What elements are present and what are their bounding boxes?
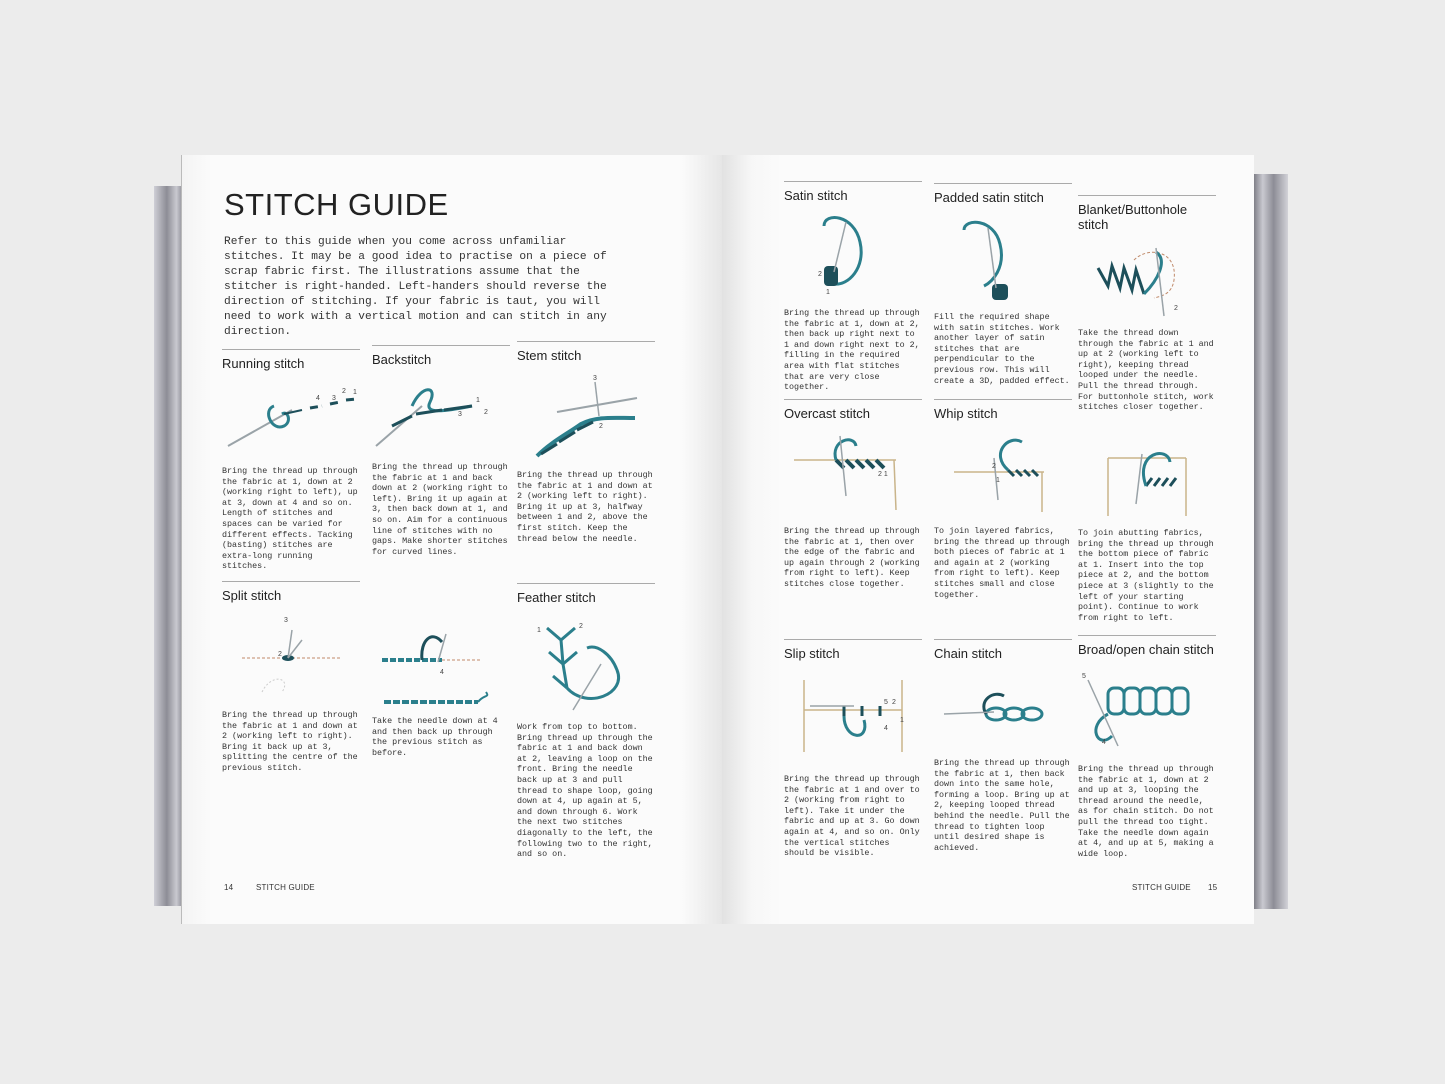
- stitch-description: Bring the thread up through the fabric at 1 and back down at 2 (working right to left). Bring it up again at 3, then back down at 1, and so on. Aim for a continuous line of stitches with no gaps. Make shorter stitches for curved lines.: [372, 462, 508, 557]
- left-page: [182, 155, 722, 924]
- section-rule: [1078, 195, 1216, 196]
- svg-text:2: 2: [892, 699, 896, 706]
- svg-text:1: 1: [826, 289, 830, 296]
- section-rule: [372, 345, 510, 346]
- svg-text:5: 5: [884, 699, 888, 706]
- split-stitch-illustration: [222, 612, 360, 702]
- svg-text:4: 4: [1102, 739, 1106, 746]
- section-rule: [222, 581, 360, 582]
- stitch-name: Split stitch: [222, 588, 282, 603]
- page-number: 14: [224, 883, 234, 892]
- stitch-description: To join abutting fabrics, bring the thread up through the bottom piece of fabric at 1. Insert into the top piece at 2, and the bottom piece at 3 (slightly to the left of your starting point). Continue to work from right to left.: [1078, 528, 1214, 623]
- stitch-name: [1078, 408, 1216, 424]
- svg-text:3: 3: [332, 395, 336, 402]
- right-page: [722, 155, 1254, 924]
- stem-stitch-illustration: [517, 372, 655, 462]
- svg-text:2: 2: [818, 271, 822, 278]
- stitch-name: Padded satin stitch: [934, 190, 1044, 205]
- stitch-description: To join layered fabrics, bring the thread up through both pieces of fabric at 1 and again at 2 (working from right to left). Keep stitches small and close together.: [934, 526, 1070, 600]
- svg-text:2: 2: [1174, 305, 1178, 312]
- svg-text:4: 4: [884, 725, 888, 732]
- svg-text:3: 3: [458, 411, 462, 418]
- stitch-name: Whip stitch: [934, 406, 998, 421]
- svg-text:1: 1: [476, 397, 480, 404]
- svg-text:2: 2: [992, 463, 996, 470]
- svg-text:2: 2: [579, 623, 583, 630]
- svg-text:1: 1: [353, 389, 357, 396]
- stitch-description: Bring the thread up through the fabric at 1, then back down into the same hole, forming a loop. Bring up at 2, keeping looped thread behind the needle. Pull the thread to tighten loop until desired shape is achieved.: [934, 758, 1070, 853]
- stitch-description: Take the needle down at 4 and then back up through the previous stitch as before.: [372, 716, 498, 758]
- stitch-slip: [784, 639, 922, 859]
- section-rule: [934, 183, 1072, 184]
- section-rule: [934, 639, 1072, 640]
- stitch-description: Bring the thread up through the fabric at 1 and down at 2 (working left to right). Bring it up at 3, halfway between 1 and 2, above the first stitch. Keep the thread below the needle.: [517, 470, 653, 544]
- stitch-description: Work from top to bottom. Bring thread up through the fabric at 1 and back down at 2, leaving a loop on the front. Bring the needle back up at 3 and pull thread to shape loop, going down at 4, up again at 5, and down through 6. Work the next two stitches diagonally to the left, the following two to the right, and so on.: [517, 722, 653, 860]
- stitch-name: Running stitch: [222, 356, 305, 371]
- stitch-name: Stem stitch: [517, 348, 582, 363]
- whip-stitch-illustration: [934, 430, 1072, 518]
- running-title: STITCH GUIDE: [1132, 883, 1191, 892]
- svg-text:2: 2: [342, 388, 346, 395]
- stitch-description: Bring the thread up through the fabric at 1 and over to 2 (working from right to left). Take it under the fabric and up at 3. Go down again at 4, and so on. Only the vertical stitches should be visible.: [784, 774, 920, 859]
- satin-stitch-illustration: [784, 212, 922, 300]
- stitch-description: Bring the thread up through the fabric at 1 and down at 2 (working left to right). Bring it back up at 3, splitting the centre of the previous stitch.: [222, 710, 358, 773]
- stitch-name: Blanket/Buttonhole stitch: [1078, 202, 1188, 232]
- feather-stitch-illustration: [517, 614, 655, 714]
- running-title: STITCH GUIDE: [256, 883, 315, 892]
- stitch-name: Broad/open chain stitch: [1078, 642, 1214, 657]
- section-rule: [517, 583, 655, 584]
- svg-text:3: 3: [593, 375, 597, 382]
- section-rule: [784, 399, 922, 400]
- padded-satin-stitch-illustration: [934, 214, 1072, 304]
- stitch-name: Satin stitch: [784, 188, 848, 203]
- stitch-split-continued: [372, 581, 510, 758]
- broad-chain-stitch-illustration: [1078, 666, 1216, 756]
- stitch-split: [222, 581, 360, 774]
- svg-text:2: 2: [599, 423, 603, 430]
- overcast-stitch-illustration: [784, 430, 922, 518]
- stitch-description: Bring the thread up through the fabric at 1, down at 2 and up at 3, looping the thread around the needle, as for chain stitch. Do not pull the thread too tight. Take the needle down again at 4, and up at 5, making a wide loop.: [1078, 764, 1214, 859]
- svg-text:2: 2: [278, 651, 282, 658]
- svg-text:5: 5: [1082, 673, 1086, 680]
- chain-stitch-illustration: [934, 670, 1072, 750]
- stitch-name: Slip stitch: [784, 646, 840, 661]
- stitch-chain: [934, 639, 1072, 853]
- section-rule: [1078, 635, 1216, 636]
- section-rule: [222, 349, 360, 350]
- backstitch-illustration: [372, 376, 510, 454]
- stitch-description: Take the thread down through the fabric at 1 and up at 2 (working left to right), keeping thread looped under the needle. Pull the thread through. For buttonhole stitch, work stitches closer together.: [1078, 328, 1214, 413]
- stitch-running: [222, 349, 360, 572]
- section-rule: [517, 341, 655, 342]
- stitch-padded-satin: [934, 183, 1072, 386]
- section-rule: [784, 639, 922, 640]
- stitch-description: Fill the required shape with satin stitches. Work another layer of satin stitches that are perpendicular to the previous row. This will create a 3D, padded effect.: [934, 312, 1070, 386]
- stitch-satin: [784, 181, 922, 393]
- stitch-whip: [934, 399, 1072, 600]
- stitch-blanket: [1078, 195, 1216, 413]
- section-rule: [784, 181, 922, 182]
- svg-text:4: 4: [316, 395, 320, 402]
- svg-text:3: 3: [284, 617, 288, 624]
- stitch-overcast: [784, 399, 922, 590]
- slip-stitch-illustration: [784, 670, 922, 766]
- section-rule: [934, 399, 1072, 400]
- running-stitch-illustration: [222, 380, 360, 458]
- stitch-name: [372, 588, 510, 604]
- stitch-description: Bring the thread up through the fabric at 1, then over the edge of the fabric and up again through 2 (working from right to left). Keep stitches close together.: [784, 526, 920, 589]
- page-number: 15: [1208, 883, 1218, 892]
- svg-text:1: 1: [996, 477, 1000, 484]
- stitch-name: Chain stitch: [934, 646, 1002, 661]
- svg-text:2 1: 2 1: [878, 471, 888, 478]
- svg-text:2: 2: [484, 409, 488, 416]
- stitch-broad-open-chain: [1078, 635, 1216, 859]
- stitch-whip-continued: [1078, 401, 1216, 623]
- blanket-stitch-illustration: [1078, 240, 1216, 320]
- intro-paragraph: Refer to this guide when you come across unfamiliar stitches. It may be a good idea to practise on a piece of scrap fabric first. The illustrations assume that the stitcher is right-handed. Left-handers should reverse the direction of stitching. If your fabric is taut, you will need to work with a vertical motion and can stitch in any direction.: [224, 236, 607, 338]
- stitch-stem: [517, 341, 655, 544]
- stitch-name: Overcast stitch: [784, 406, 870, 421]
- stitch-backstitch: [372, 345, 510, 557]
- stitch-name: Feather stitch: [517, 590, 596, 605]
- stitch-name: Backstitch: [372, 352, 432, 367]
- stitch-description: Bring the thread up through the fabric at 1, down at 2, then back up right next to 1 and down right next to 2, filling in the required area with flat stitches that are very close together.: [784, 308, 920, 393]
- stitch-feather: [517, 583, 655, 860]
- whip-stitch-continued-illustration: [1078, 432, 1216, 520]
- svg-text:1: 1: [537, 627, 541, 634]
- book-edge-right: [1252, 174, 1288, 909]
- split-stitch-continued-illustration: [372, 612, 510, 708]
- svg-text:4: 4: [440, 669, 444, 676]
- page-title: STITCH GUIDE: [224, 187, 449, 222]
- svg-text:1: 1: [900, 717, 904, 724]
- stitch-description: Bring the thread up through the fabric at 1, down at 2 (working right to left), up at 3, down at 4 and so on. Length of stitches and spaces can be varied for different effects. Tacking (basting) stitches are extra-long running stitches.: [222, 466, 358, 572]
